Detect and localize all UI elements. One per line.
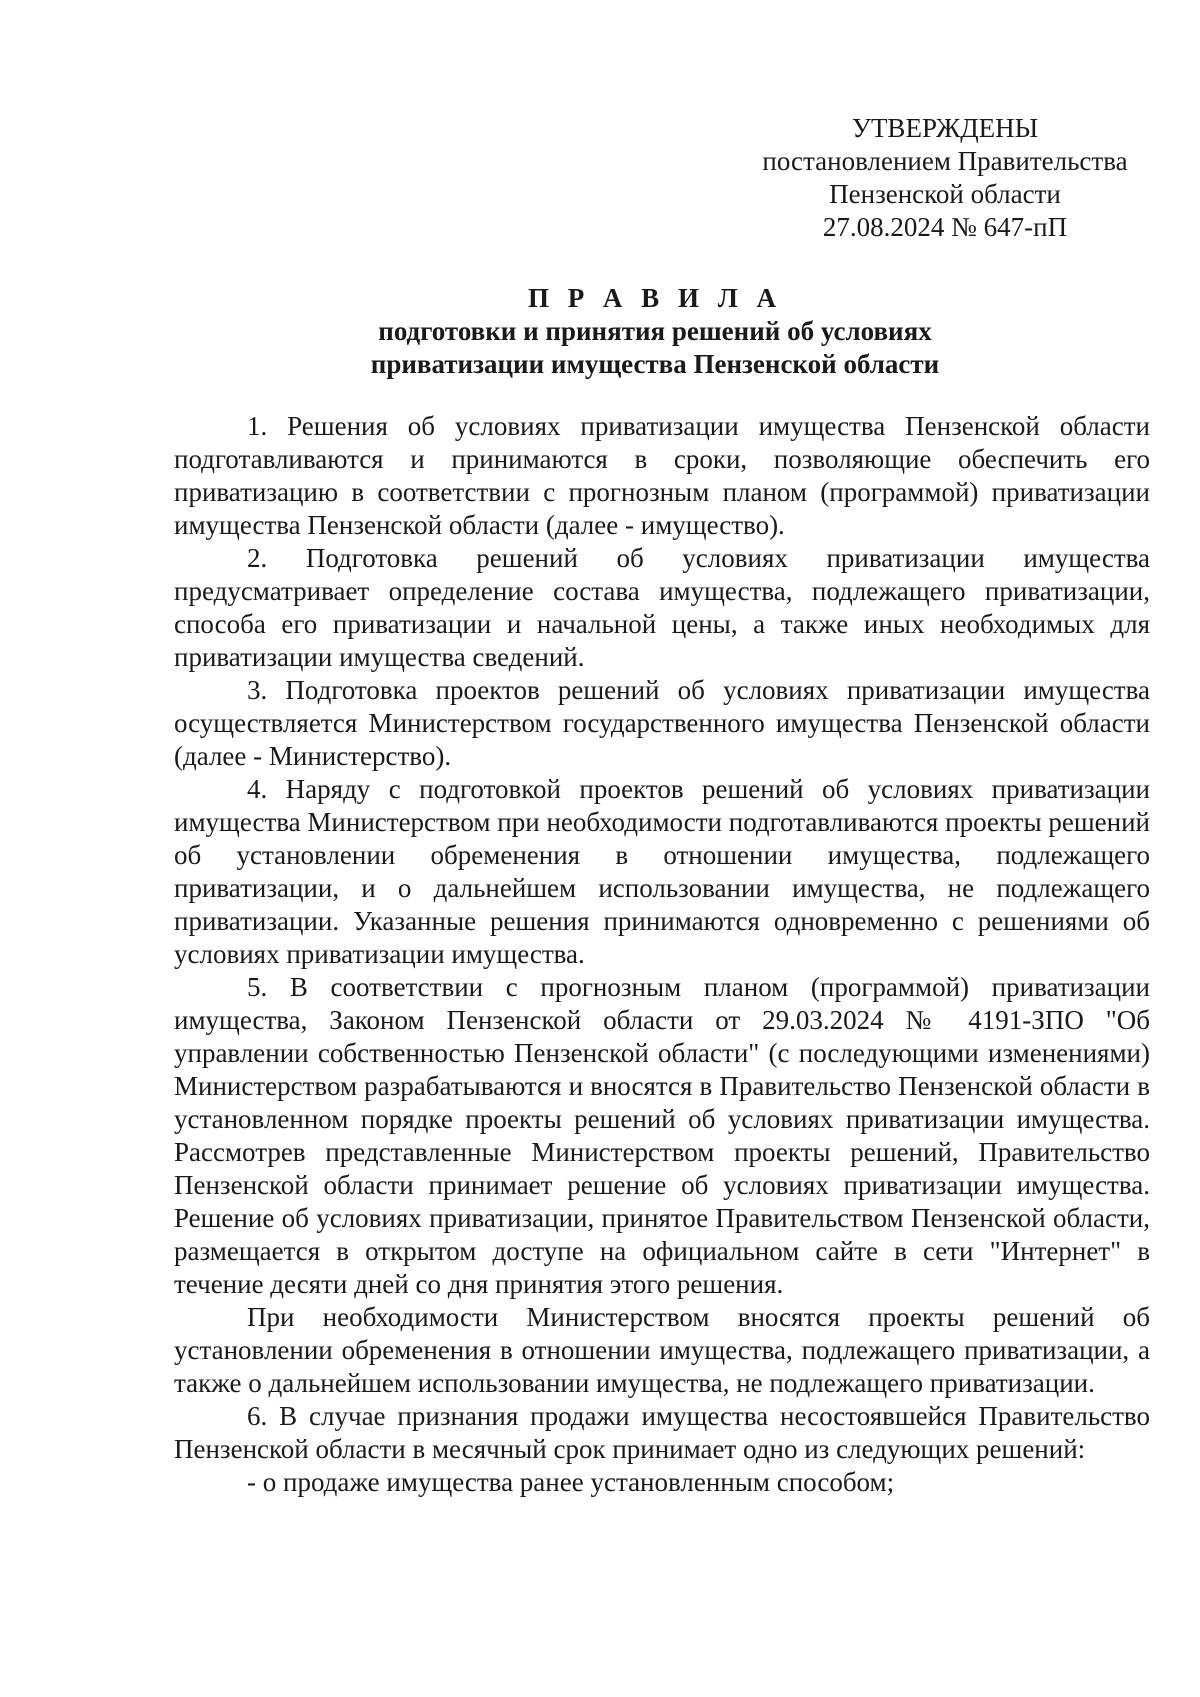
paragraph-5: 5. В соответствии с прогнозным планом (программой) приватизации имущества, Законом Пензенской области от 29.03.2024 № 4191-ЗПО "Об управлении собственностью Пензенской области" (с последующими изменениями) Министерством разрабатываются и вносятся в Правительство Пензенской области в установленном порядке проекты решений об условиях приватизации имущества. Рассмотрев представленные Министерством проекты решений, Правительство Пензенской области принимает решение об условиях приватизации имущества. Решение об условиях приватизации, принятое Правительством Пензенской области, размещается в открытом доступе на официальном сайте в сети "Интернет" в течение десяти дней со дня принятия этого решения. — [174, 972, 1150, 1299]
paragraph-5-continuation: При необходимости Министерством вносятся проекты решений об установлении обременения в отношении имущества, подлежащего приватизации, а также о дальнейшем использовании имущества, не подлежащего приватизации. — [174, 1302, 1150, 1398]
paragraph-2: 2. Подготовка решений об условиях приватизации имущества предусматривает определение состава имущества, подлежащего приватизации, способа его приватизации и начальной цены, а также иных необходимых для приватизации имущества сведений. — [174, 543, 1150, 672]
document-subtitle: приватизации имущества Пензенской области — [370, 349, 940, 379]
document-title-block — [160, 282, 1150, 381]
list-item: - о продаже имущества ранее установленным способом; — [247, 1467, 895, 1497]
approval-line: Пензенской области — [829, 179, 1061, 209]
document-subtitle: подготовки и принятия решений об условиях — [378, 316, 932, 346]
approval-stamp — [745, 112, 1145, 244]
document-title: П Р А В И Л А — [527, 283, 783, 313]
approval-line: постановлением Правительства — [762, 146, 1128, 176]
paragraph-6: 6. В случае признания продажи имущества несостоявшейся Правительство Пензенской области в месячный срок принимает одно из следующих решений: — [174, 1401, 1150, 1464]
paragraph-3: 3. Подготовка проектов решений об условиях приватизации имущества осуществляется Министерством государственного имущества Пензенской области (далее - Министерство). — [174, 675, 1150, 771]
paragraph-1: 1. Решения об условиях приватизации имущества Пензенской области подготавливаются и принимаются в сроки, позволяющие обеспечить его приватизацию в соответствии с прогнозным планом (программой) приватизации имущества Пензенской области (далее - имущество). — [174, 411, 1150, 540]
document-body — [174, 410, 1150, 1499]
approval-title: УТВЕРЖДЕНЫ — [851, 113, 1039, 143]
approval-date-number: 27.08.2024 № 647-пП — [822, 212, 1068, 242]
paragraph-4: 4. Наряду с подготовкой проектов решений об условиях приватизации имущества Министерством при необходимости подготавливаются проекты решений об установлении обременения в отношении имущества, подлежащего приватизации, и о дальнейшем использовании имущества, не подлежащего приватизации. Указанные решения принимаются одновременно с решениями об условиях приватизации имущества. — [174, 774, 1150, 969]
